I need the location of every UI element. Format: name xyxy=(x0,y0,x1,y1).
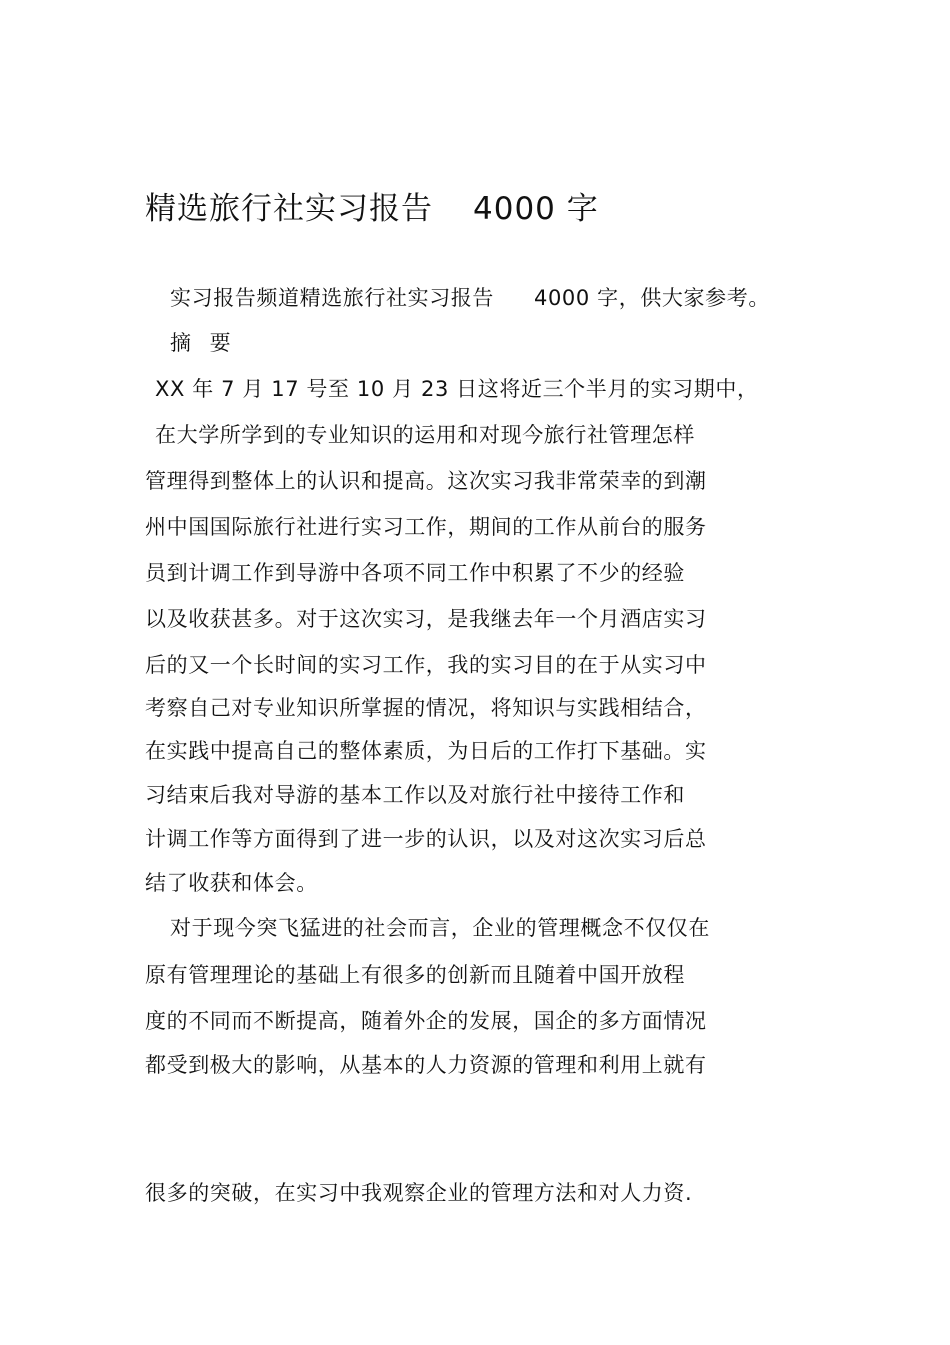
paragraph-line: 在实践中提高自己的整体素质，为日后的工作打下基础。实 xyxy=(145,739,707,763)
paragraph-line: 度的不同而不断提高，随着外企的发展，国企的多方面情况 xyxy=(145,1009,707,1033)
paragraph-line: 对于现今突飞猛进的社会而言，企业的管理概念不仅仅在 xyxy=(170,916,710,940)
paragraph-line: 都受到极大的影响，从基本的人力资源的管理和利用上就有 xyxy=(145,1053,707,1077)
paragraph-line: 管理得到整体上的认识和提高。这次实习我非常荣幸的到潮 xyxy=(145,469,707,493)
title-text: 精选旅行社实习报告 xyxy=(145,191,433,227)
paragraph-line: 考察自己对专业知识所掌握的情况，将知识与实践相结合， xyxy=(145,696,707,720)
paragraph-line: 原有管理理论的基础上有很多的创新而且随着中国开放程 xyxy=(145,963,685,987)
paragraph-line: 习结束后我对导游的基本工作以及对旅行社中接待工作和 xyxy=(145,783,685,807)
intro-text: 实习报告频道精选旅行社实习报告 xyxy=(170,286,494,310)
document-title xyxy=(145,186,599,232)
paragraph-line: 以及收获甚多。对于这次实习，是我继去年一个月酒店实习 xyxy=(145,607,707,631)
paragraph-line: 计调工作等方面得到了进一步的认识，以及对这次实习后总 xyxy=(145,827,707,851)
paragraph-line: XX 年 7 月 17 号至 10 月 23 日这将近三个半月的实习期中， xyxy=(155,377,759,401)
intro-tail: 4000 字，供大家参考。 xyxy=(534,286,770,310)
paragraph-line: 在大学所学到的专业知识的运用和对现今旅行社管理怎样 xyxy=(155,423,695,447)
paragraph-line: 员到计调工作到导游中各项不同工作中积累了不少的经验 xyxy=(145,561,685,585)
paragraph-line: 后的又一个长时间的实习工作，我的实习目的在于从实习中 xyxy=(145,653,707,677)
abstract-heading: 摘 要 xyxy=(170,331,237,355)
paragraph-line: 州中国国际旅行社进行实习工作，期间的工作从前台的服务 xyxy=(145,515,707,539)
page-footer-line: 很多的突破，在实习中我观察企业的管理方法和对人力资. xyxy=(145,1181,693,1205)
paragraph-line: 结了收获和体会。 xyxy=(145,871,318,895)
intro-line xyxy=(170,282,770,314)
title-number: 4000 字 xyxy=(473,191,599,227)
